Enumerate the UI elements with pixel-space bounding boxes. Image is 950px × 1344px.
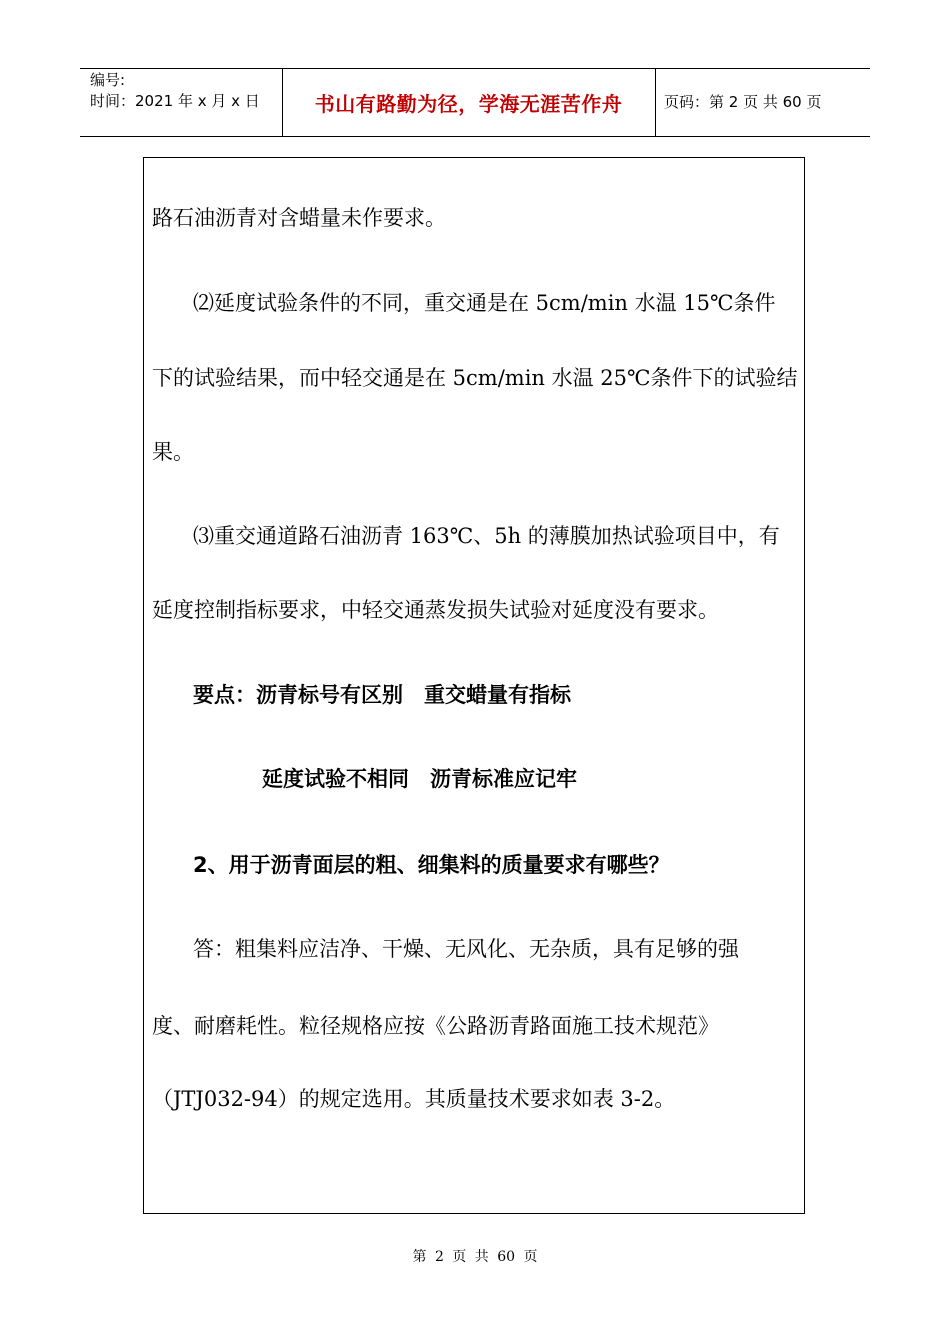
key-points-line: 要点：沥青标号有区别 重交蜡量有指标	[193, 683, 571, 707]
body-line: 路石油沥青对含蜡量未作要求。	[152, 206, 446, 230]
header-bottom-border	[80, 136, 870, 137]
body-line: ⑵延度试验条件的不同，重交通是在 5cm/min 水温 15℃条件	[193, 291, 776, 315]
header-meta	[90, 70, 260, 112]
document-number-label: 编号:	[90, 71, 126, 89]
page-footer: 第 2 页 共 60 页	[412, 1249, 538, 1265]
body-line: ⑶重交通道路石油沥青 163℃、5h 的薄膜加热试验项目中，有	[193, 524, 780, 548]
header-motto: 书山有路勤为径，学海无涯苦作舟	[314, 91, 623, 116]
answer-line: 答：粗集料应洁净、干燥、无风化、无杂质，具有足够的强	[193, 937, 739, 961]
key-points-line: 延度试验不相同 沥青标准应记牢	[262, 767, 577, 791]
answer-line: 度、耐磨耗性。粒径规格应按《公路沥青路面施工技术规范》	[152, 1014, 719, 1038]
document-date: 时间：2021 年 x 月 x 日	[90, 92, 260, 110]
body-line: 果。	[152, 440, 194, 464]
body-line: 延度控制指标要求，中轻交通蒸发损失试验对延度没有要求。	[152, 598, 719, 622]
header-page-info: 页码：第 2 页 共 60 页	[664, 93, 822, 111]
header-divider-right	[655, 68, 656, 136]
answer-line: （JTJ032-94）的规定选用。其质量技术要求如表 3-2。	[152, 1087, 676, 1111]
question-heading: 2、用于沥青面层的粗、细集料的质量要求有哪些？	[193, 853, 670, 877]
body-line: 下的试验结果，而中轻交通是在 5cm/min 水温 25℃条件下的试验结	[152, 366, 798, 390]
